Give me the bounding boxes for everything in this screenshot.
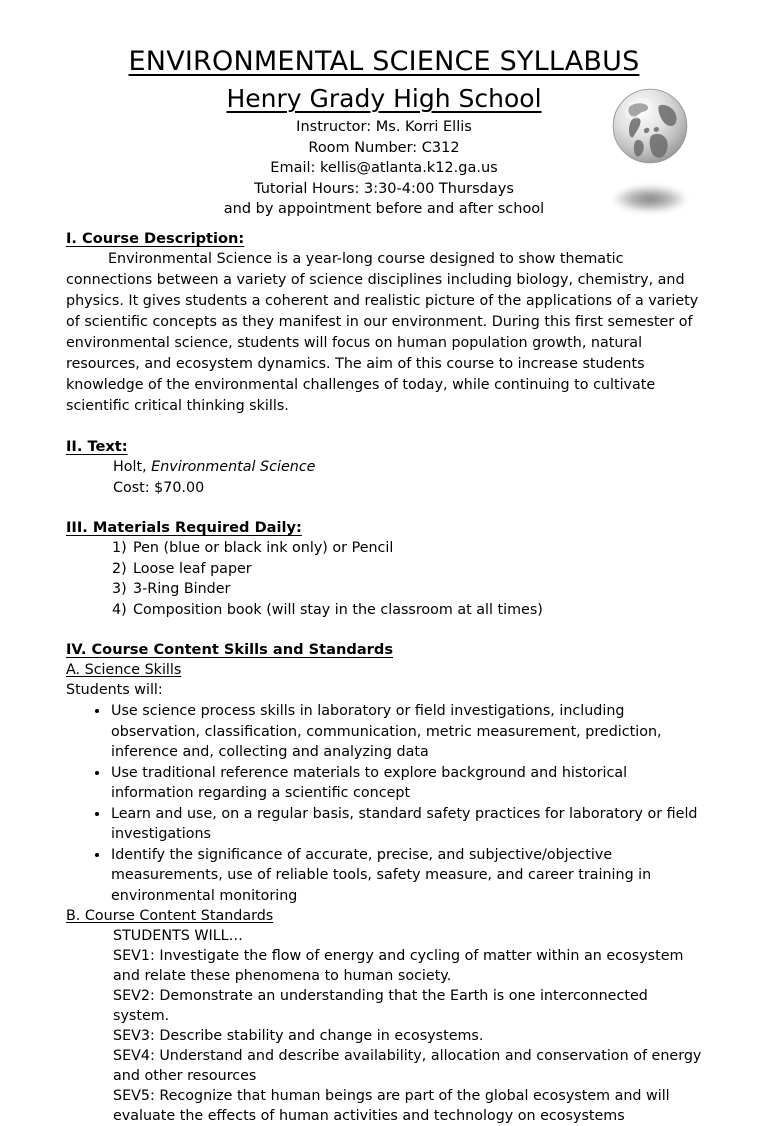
textbook-cost: Cost: $70.00 bbox=[113, 479, 205, 496]
standard-sev4: SEV4: Understand and describe availability, allocation and conservation of energy and other resources bbox=[113, 1048, 702, 1084]
standards-block bbox=[66, 926, 706, 1126]
page-title bbox=[0, 46, 768, 78]
appointment-line: and by appointment before and after school bbox=[223, 201, 545, 217]
list-item-label: Identify the significance of accurate, precise, and subjective/objective measurements, use of reliable tools, safety measure, and career training in environmental monitoring bbox=[111, 846, 652, 904]
subsection-heading-science-skills: A. Science Skills bbox=[66, 662, 182, 678]
spacer bbox=[66, 498, 706, 517]
globe-shadow bbox=[614, 186, 686, 212]
standard-sev1: SEV1: Investigate the flow of energy and cycling of matter within an ecosystem and relate these phenomena to human society. bbox=[113, 948, 684, 984]
standard-sev3: SEV3: Describe stability and change in ecosystems. bbox=[113, 1028, 484, 1044]
textbook-title: Environmental Science bbox=[151, 459, 316, 475]
list-item-label: 3-Ring Binder bbox=[133, 581, 231, 597]
list-item-number: 2) bbox=[112, 560, 127, 577]
bullet-icon bbox=[95, 709, 99, 713]
globe-graphic bbox=[608, 86, 698, 216]
list-item bbox=[66, 701, 706, 763]
materials-list bbox=[66, 538, 706, 620]
section-heading-materials: III. Materials Required Daily: bbox=[66, 519, 302, 536]
list-item-label: Loose leaf paper bbox=[133, 560, 252, 577]
standard-sev2: SEV2: Demonstrate an understanding that the Earth is one interconnected system. bbox=[113, 988, 648, 1024]
school-name-text: Henry Grady High School bbox=[226, 84, 542, 113]
text-details bbox=[66, 457, 706, 498]
document-body bbox=[66, 228, 706, 1126]
spacer bbox=[66, 620, 706, 639]
globe-icon bbox=[610, 86, 690, 166]
list-item-label: Use science process skills in laboratory or field investigations, including observation, classification, communication, metric measurement, prediction, inference and, collecting and analyzing data bbox=[111, 703, 662, 760]
list-item bbox=[66, 763, 706, 804]
course-description-paragraph: Environmental Science is a year-long course designed to show thematic connections between a variety of science disciplines including biology, chemistry, and physics. It gives students a coherent and realistic picture of the applications of a variety of scientific concepts as they manifest in our environment. During this first semester of environmental science, students will focus on human population growth, natural resources, and ecosystem dynamics. The aim of this course to increase students knowledge of the environmental challenges of today, while continuing to cultivate scientific critical thinking skills. bbox=[66, 251, 699, 414]
room-number-line: Room Number: C312 bbox=[308, 139, 460, 156]
list-item bbox=[66, 600, 706, 621]
standards-lead-in: STUDENTS WILL… bbox=[113, 928, 243, 944]
list-item-label: Use traditional reference materials to explore background and historical information regarding a scientific concept bbox=[111, 764, 628, 801]
textbook-publisher: Holt, bbox=[113, 459, 152, 475]
standard-sev5: SEV5: Recognize that human beings are part of the global ecosystem and will evaluate the effects of human activities and technology on ecosystems bbox=[113, 1088, 670, 1124]
list-item bbox=[66, 538, 706, 559]
textbook-line bbox=[113, 457, 706, 478]
list-item bbox=[66, 804, 706, 845]
section-heading-text: II. Text: bbox=[66, 438, 128, 455]
page-title-text: ENVIRONMENTAL SCIENCE SYLLABUS bbox=[128, 46, 640, 77]
spacer bbox=[66, 417, 706, 436]
email-line: Email: kellis@atlanta.k12.ga.us bbox=[270, 160, 498, 176]
bullet-icon bbox=[95, 853, 99, 857]
list-item bbox=[66, 845, 706, 907]
list-item bbox=[66, 579, 706, 600]
list-item-number: 3) bbox=[112, 581, 127, 597]
subsection-heading-content-standards: B. Course Content Standards bbox=[66, 908, 274, 924]
list-item-number: 4) bbox=[112, 601, 127, 618]
science-skills-lead-in: Students will: bbox=[66, 682, 163, 698]
bullet-icon bbox=[95, 771, 99, 775]
list-item-label: Learn and use, on a regular basis, standard safety practices for laboratory or field investigations bbox=[111, 805, 698, 842]
section-heading-course-description: I. Course Description: bbox=[66, 230, 245, 247]
bullet-icon bbox=[95, 812, 99, 816]
list-item-label: Pen (blue or black ink only) or Pencil bbox=[133, 540, 394, 556]
section-heading-course-content: IV. Course Content Skills and Standards bbox=[66, 641, 394, 658]
list-item bbox=[66, 559, 706, 580]
science-skills-list bbox=[66, 701, 706, 906]
list-item-label: Composition book (will stay in the classroom at all times) bbox=[133, 601, 543, 618]
instructor-line: Instructor: Ms. Korri Ellis bbox=[296, 119, 472, 135]
list-item-number: 1) bbox=[112, 540, 127, 556]
tutorial-hours-line: Tutorial Hours: 3:30-4:00 Thursdays bbox=[254, 180, 514, 197]
